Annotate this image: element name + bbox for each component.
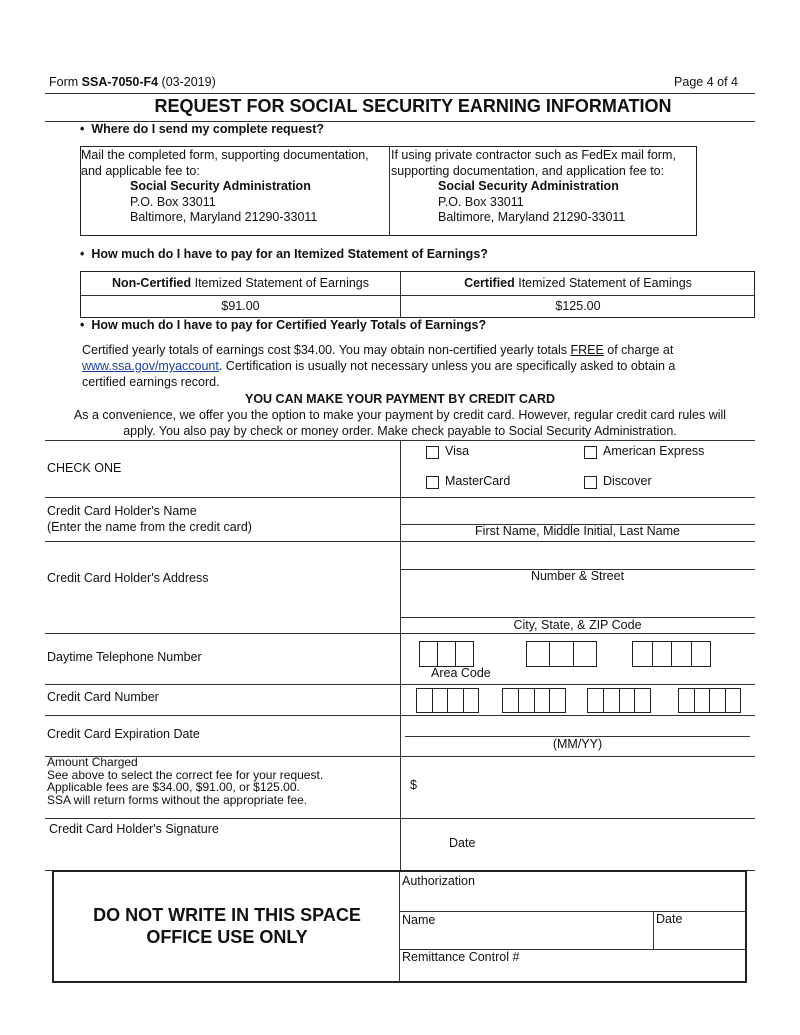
mail-address-box: Mail the completed form, supporting documentation, and applicable fee to: Social Security Administration P.O. Box 33011 Baltimore, Maryland 21290-33011 If using private contractor such as FedEx mail form, supporting documentation, and application fee to: Social Security Administration P.O. Box 33011 Baltimore, Maryland 21290-33011 <box>80 146 697 236</box>
yearly-paragraph: Certified yearly totals of earnings cost $34.00. You may obtain non-certified yearly totals FREE of charge at www.ssa.gov/myaccount. Certification is usually not necessary unless you are specifically asked to obtain a certified earnings record. <box>82 343 676 389</box>
myaccount-link[interactable]: www.ssa.gov/myaccount <box>82 359 219 373</box>
card-number-group-2[interactable] <box>502 688 566 713</box>
phone-line-field[interactable] <box>632 641 711 667</box>
amount-field[interactable]: $ <box>410 778 417 792</box>
phone-prefix-field[interactable] <box>526 641 597 667</box>
card-number-group-4[interactable] <box>678 688 741 713</box>
form-page: Form SSA-7050-F4 (03-2019) Page 4 of 4 REQUEST FOR SOCIAL SECURITY EARNING INFORMATION • Where do I send my complete request? Mail the completed form, supporting documentation, and applicable fee to: Social Security Administration P.O. Box 33011 Baltimore, Maryland 21290-33011 If using private contractor such as FedEx mail form, supporting documentation, and application fee to: Social Security Administration P.O. Box 33011 Baltimore, Maryland 21290-33011 • How much do I have to pay for an Itemized Statement of Earnings? Non-Certified Itemized Statement of Earnings Certified Itemized Statement of Eamings $91.00 $125.00 • How much do I have to pay for Certified Yearly Totals of Earnings? Certified yearly totals of earnings cost $34.00. You may obtain non-certified yearly totals FREE of charge at www.ssa.gov/myaccount. Certification is usually not necessary unless you are specifically asked to obtain a certified earnings record. YOU CAN MAKE YOUR PAYMENT BY CREDIT CARD As a convenience, we offer you the option to make your payment by credit card. However, regular credit card rules will apply. You also pay by check or money order. Make check payable to Social Security Administration. CHECK ONE Visa American Express MasterCard Discover Credit Card Holder's Name (Enter the name from the credit card) First Name, Middle Initial, Last Name Credit Card Holder's Address Number & Street City, State, & ZIP Code Daytime Telephone Number Area Code Credit Card Number Credit Card Expiration Date (MM/YY) Amount Charged See above to select the correct fee for your request. Applicable fees are $34.00, $91.00, or $125.00. SSA will return forms without the appropriate fee. $ Credit Card Holder's Signature Date DO NOT WRITE IN THIS SPACE OFFICE USE ONLY Authorization Name Date Remittance Control # <box>0 0 800 1035</box>
office-use-box: DO NOT WRITE IN THIS SPACE OFFICE USE ONLY Authorization Name Date Remittance Control # <box>52 870 747 983</box>
discover-checkbox[interactable] <box>584 476 597 489</box>
divider <box>45 93 755 94</box>
mastercard-checkbox[interactable] <box>426 476 439 489</box>
form-id: Form SSA-7050-F4 (03-2019) <box>49 75 216 89</box>
card-number-group-3[interactable] <box>587 688 651 713</box>
question-yearly: • How much do I have to pay for Certified Yearly Totals of Earnings? <box>80 318 487 332</box>
amex-checkbox[interactable] <box>584 446 597 459</box>
cc-heading: YOU CAN MAKE YOUR PAYMENT BY CREDIT CARD <box>245 392 555 406</box>
fee-table: Non-Certified Itemized Statement of Earnings Certified Itemized Statement of Eamings $91.00 $125.00 <box>80 271 755 318</box>
page-number: Page 4 of 4 <box>674 75 738 89</box>
area-code-field[interactable] <box>419 641 474 667</box>
card-number-group-1[interactable] <box>416 688 479 713</box>
page-title: REQUEST FOR SOCIAL SECURITY EARNING INFORMATION <box>154 96 672 116</box>
question-itemized: • How much do I have to pay for an Itemized Statement of Earnings? <box>80 247 488 261</box>
signature-date[interactable]: Date <box>449 836 476 850</box>
question-where: • Where do I send my complete request? <box>80 122 325 136</box>
visa-checkbox[interactable] <box>426 446 439 459</box>
